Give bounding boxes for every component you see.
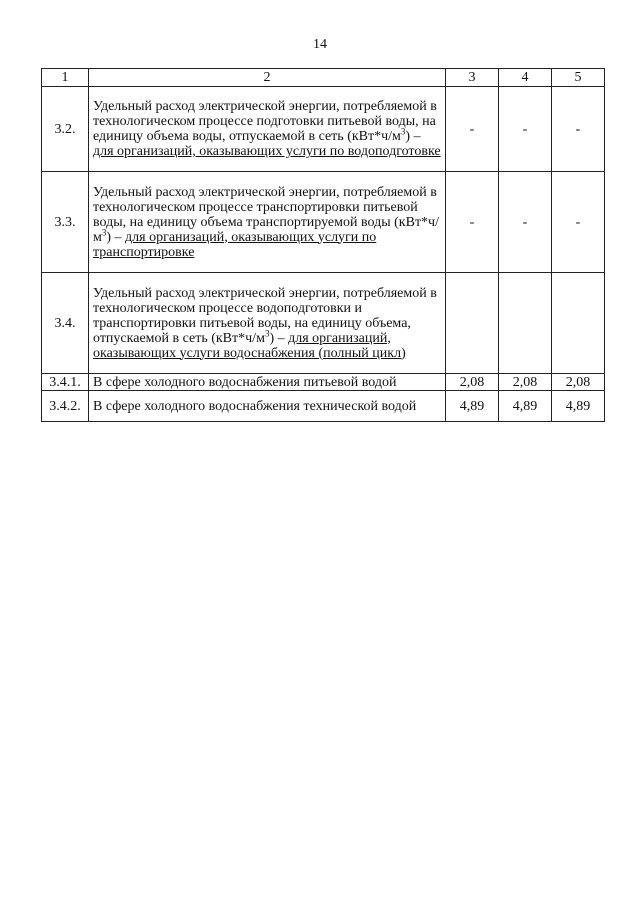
row-description: В сфере холодного водоснабжения питьевой водой [89, 374, 446, 391]
row-number: 3.4.1. [42, 374, 89, 391]
table-header-row [42, 69, 605, 87]
value-cell: - [499, 87, 552, 172]
value-cell [499, 273, 552, 374]
table-row [42, 273, 605, 374]
table-row [42, 87, 605, 172]
row-description: Удельный расход электрической энергии, потребляемой в технологическом процессе транспортировки питьевой воды, на единицу объема транспортируемой воды $(кВт*ч/м^3)$ – для организаций, оказывающих услуги по транспортировке [89, 172, 446, 273]
header-cell: 2 [89, 69, 446, 87]
value-cell: - [552, 87, 605, 172]
table-row [42, 374, 605, 391]
table-row [42, 172, 605, 273]
value-cell: 4,89 [552, 391, 605, 422]
header-cell: 5 [552, 69, 605, 87]
page-number: 14 [313, 37, 327, 52]
value-cell [446, 273, 499, 374]
value-cell: 2,08 [552, 374, 605, 391]
header-cell: 3 [446, 69, 499, 87]
value-cell: 2,08 [446, 374, 499, 391]
row-number: 3.4. [42, 273, 89, 374]
value-cell [552, 273, 605, 374]
row-underlined-scope: для организаций, оказывающих услуги по водоподготовке [93, 144, 441, 159]
header-cell: 1 [42, 69, 89, 87]
value-cell: - [499, 172, 552, 273]
header-cell: 4 [499, 69, 552, 87]
row-underlined-scope: для организаций, оказывающих услуги по транспортировке [93, 229, 377, 260]
value-cell: - [446, 172, 499, 273]
value-cell: - [552, 172, 605, 273]
table-row [42, 391, 605, 422]
value-cell: 4,89 [499, 391, 552, 422]
data-table [41, 68, 605, 422]
row-number: 3.4.2. [42, 391, 89, 422]
value-cell: 2,08 [499, 374, 552, 391]
row-underlined-scope: для организаций, оказывающих услуги водоснабжения (полный цикл) [93, 330, 406, 361]
value-cell: 4,89 [446, 391, 499, 422]
value-cell: - [446, 87, 499, 172]
row-number: 3.3. [42, 172, 89, 273]
row-number: 3.2. [42, 87, 89, 172]
row-description: В сфере холодного водоснабжения технической водой [89, 391, 446, 422]
row-description: Удельный расход электрической энергии, потребляемой в технологическом процессе подготовки питьевой воды, на единицу объема воды, отпускаемой в сеть $(кВт*ч/м^3)$ – для организаций, оказывающих услуги по водоподготовке [89, 87, 446, 172]
row-description: Удельный расход электрической энергии, потребляемой в технологическом процессе водоподготовки и транспортировки питьевой воды, на единицу объема, отпускаемой в сеть $(кВт*ч/м^3)$ – для организаций, оказывающих услуги водоснабжения (полный цикл) [89, 273, 446, 374]
